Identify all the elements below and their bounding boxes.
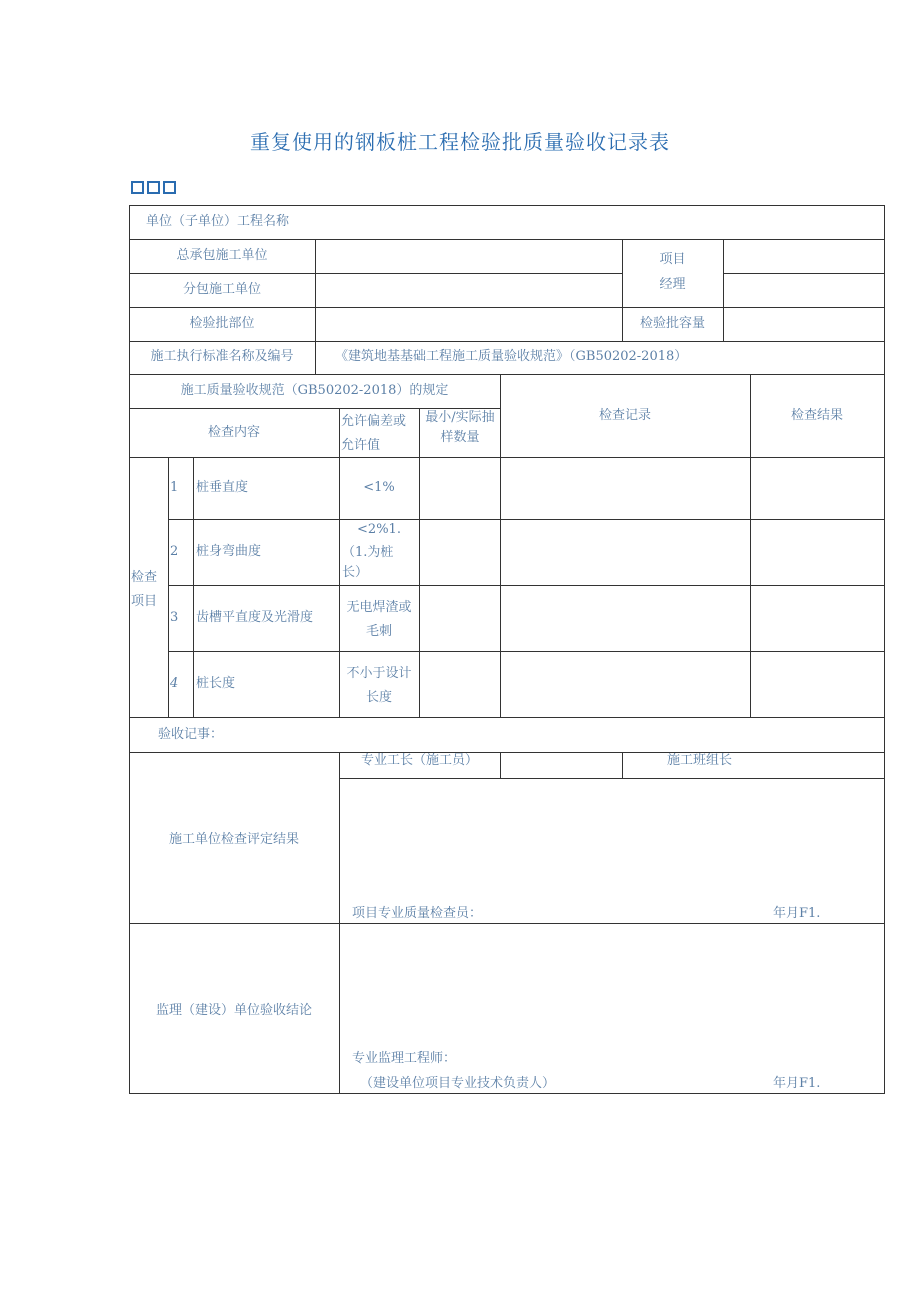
spec-header: 施工质量验收规范（GB50202-2018）的规定 [180,383,449,398]
row-tolerance: 不小于设计长度 [346,666,412,705]
result-header: 检查结果 [790,408,843,423]
owner-technical-lead-label: （建设单位项目专业技术负责人） [360,1076,556,1091]
project-manager-label-2: 经理 [659,277,686,292]
row-number: 4 [170,676,179,691]
quality-inspector-label: 项目专业质量检查员： [352,906,483,921]
inspection-capacity-label: 检验批容量 [639,316,705,331]
row-item: 桩身弯曲度 [196,544,262,559]
construction-date-label: 年月F1. [773,906,821,921]
group-label: 检查项目 [131,570,158,609]
supervising-engineer-label: 专业监理工程师： [352,1051,457,1066]
supervision-conclusion-label: 监理（建设）单位验收结论 [155,1003,312,1018]
row-tolerance: <1% [363,480,395,495]
row-tolerance: <2%1. [357,522,401,537]
row-number: 2 [170,544,179,559]
row-item: 桩垂直度 [196,480,249,495]
record-header: 检查记录 [598,408,651,423]
project-manager-label: 项目 [659,252,686,267]
supervision-date-label: 年月F1. [773,1076,821,1091]
content-header: 检查内容 [207,425,260,440]
page-title: 重复使用的钢板桩工程检验批质量验收记录表 [250,130,670,154]
standard-value: 《建筑地基基础工程施工质量验收规范》（GB50202-2018） [335,349,688,364]
team-leader-label: 施工班组长 [666,753,732,768]
row-number: 3 [170,610,179,625]
foreman-label: 专业工长（施工员） [360,753,478,768]
construction-result-label: 施工单位检查评定结果 [168,832,299,847]
row-item: 齿槽平直度及光滑度 [196,610,314,625]
standard-label: 施工执行标准名称及编号 [150,349,294,364]
inspection-part-label: 检验批部位 [189,316,255,331]
row-item: 桩长度 [196,676,236,691]
subcontractor-label: 分包施工单位 [182,282,261,297]
row-tolerance: 无电焊渣或毛刺 [346,600,412,639]
tolerance-header: 允许偏差或允许值 [341,414,407,453]
sample-header: 最小/实际抽样数量 [425,410,495,445]
unit-project-label: 单位（子单位）工程名称 [146,214,290,229]
row-tolerance-note: （1.为桩长） [342,545,394,580]
row-number: 1 [170,480,179,495]
notes-label: 验收记事： [158,727,224,742]
general-contractor-label: 总承包施工单位 [176,248,268,263]
